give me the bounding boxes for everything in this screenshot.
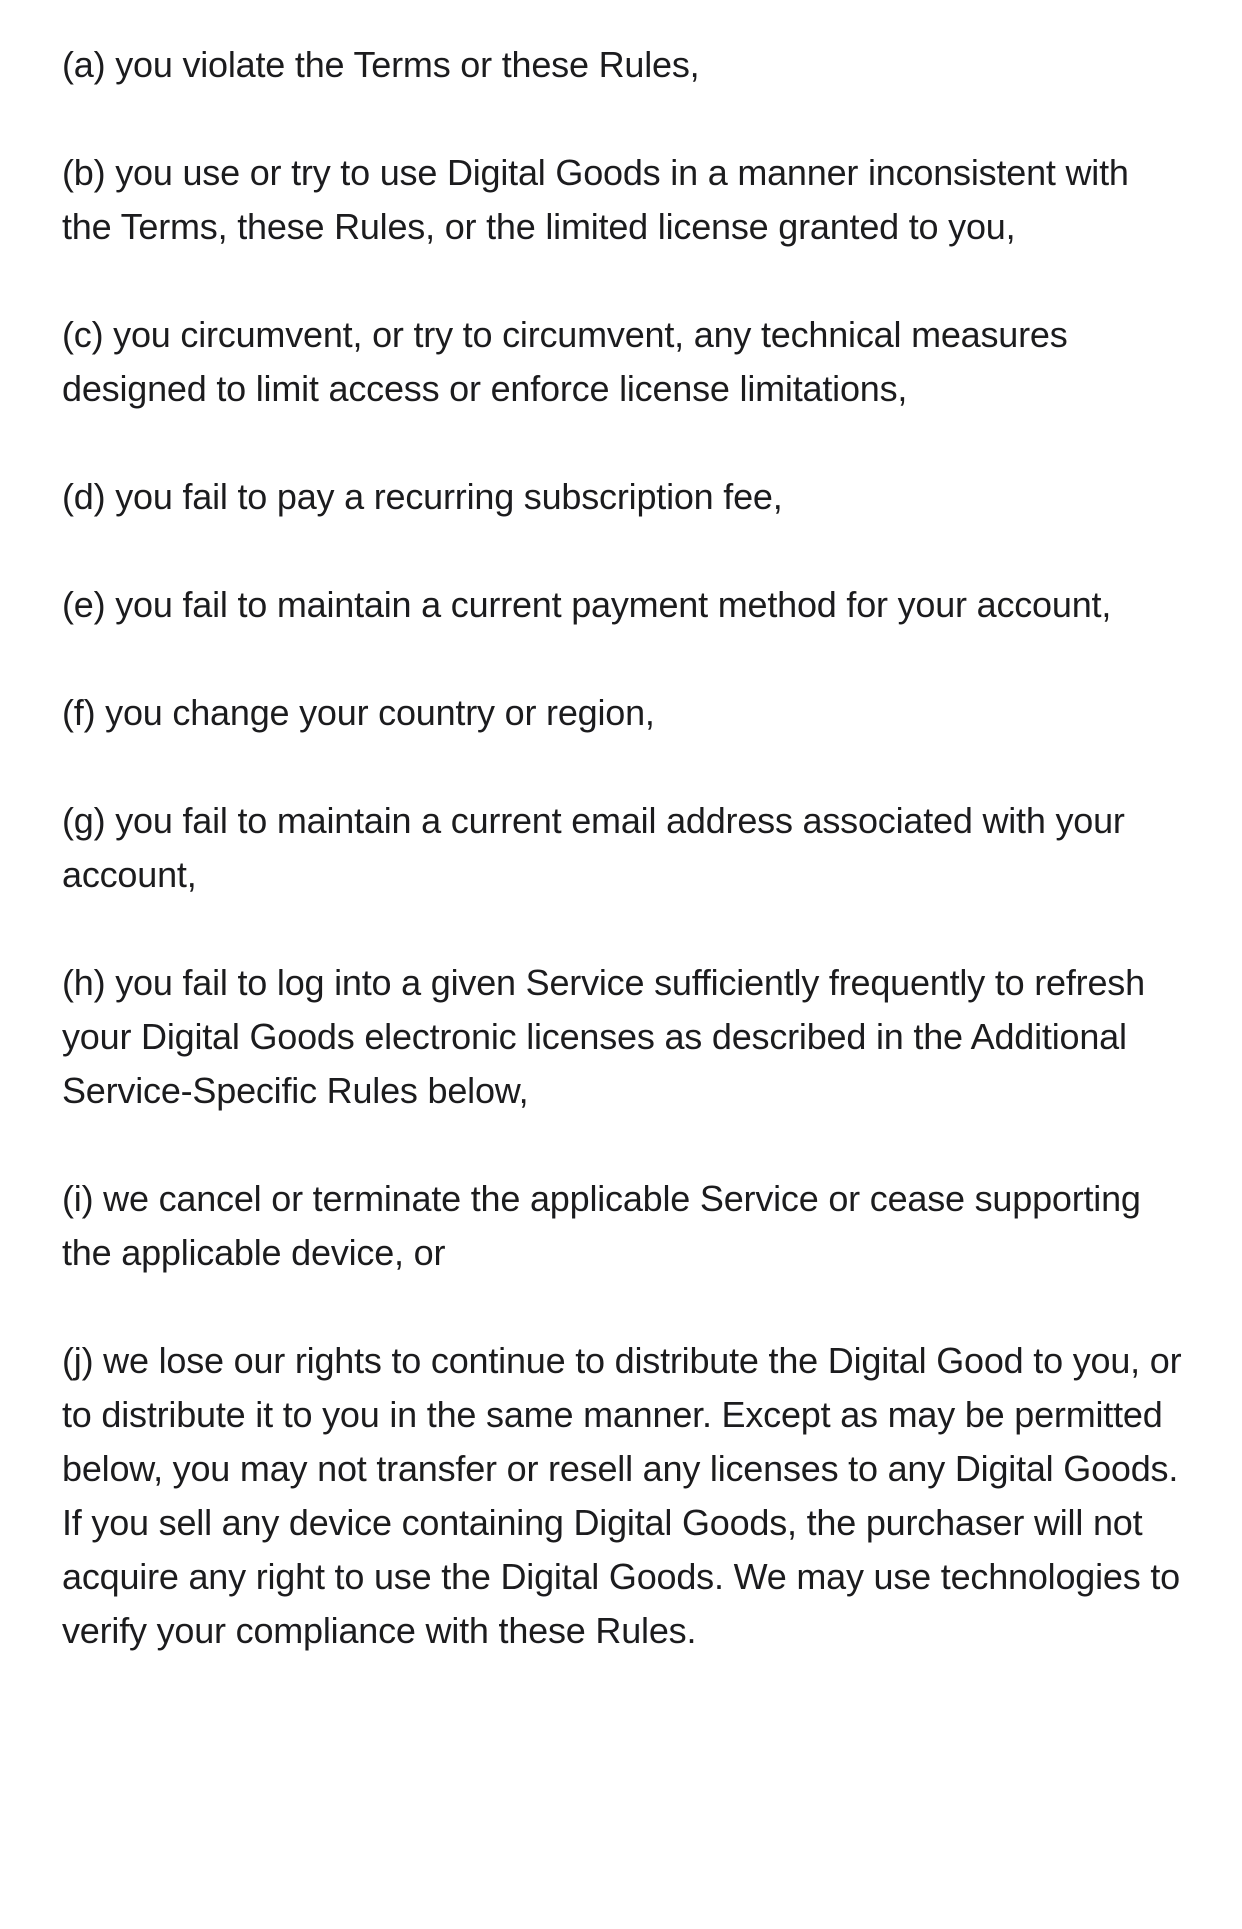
terms-clause-f: (f) you change your country or region, [62,692,655,733]
terms-clause-d: (d) you fail to pay a recurring subscription fee, [62,476,783,517]
terms-clause-c: (c) you circumvent, or try to circumvent, any technical measures designed to limit access or enforce license limitations, [62,314,1068,409]
terms-clause-h: (h) you fail to log into a given Service sufficiently frequently to refresh your Digital Goods electronic licenses as described in the Additional Service-Specific Rules below, [62,962,1145,1111]
terms-clause-g: (g) you fail to maintain a current email address associated with your account, [62,800,1125,895]
terms-clause-j: (j) we lose our rights to continue to distribute the Digital Good to you, or to distribute it to you in the same manner. Except as may be permitted below, you may not transfer or resell any licenses to any Digital Goods. If you sell any device containing Digital Goods, the purchaser will not acquire any right to use the Digital Goods. We may use technologies to verify your compliance with these Rules. [62,1340,1182,1651]
terms-clause-b: (b) you use or try to use Digital Goods in a manner inconsistent with the Terms, these Rules, or the limited license granted to you, [62,152,1129,247]
terms-clause-a: (a) you violate the Terms or these Rules, [62,44,700,85]
terms-clause-e: (e) you fail to maintain a current payment method for your account, [62,584,1112,625]
terms-clause-i: (i) we cancel or terminate the applicable Service or cease supporting the applicable device, or [62,1178,1141,1273]
